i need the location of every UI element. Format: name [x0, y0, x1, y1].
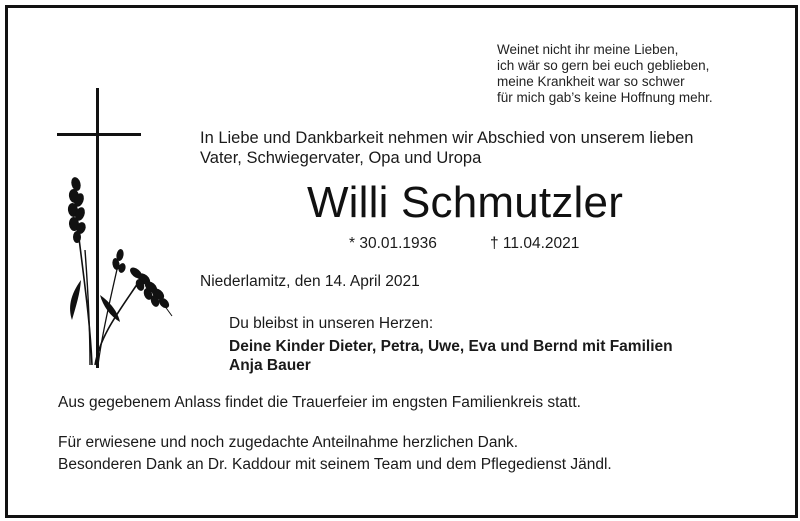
birth-date: * 30.01.1936: [349, 235, 437, 252]
deceased-name: Willi Schmutzler: [306, 178, 624, 227]
poem-line: Weinet nicht ihr meine Lieben,: [497, 42, 679, 57]
intro-line: In Liebe und Dankbarkeit nehmen wir Abschied von unserem lieben: [200, 129, 694, 147]
thanks-line: Für erwiesene und noch zugedachte Anteilnahme herzlichen Dank.: [58, 434, 519, 451]
heart-line: Du bleibst in unseren Herzen:: [229, 315, 434, 332]
cross-with-wheat-icon: [40, 80, 180, 370]
intro-text: [200, 128, 693, 168]
thanks-line: Besonderen Dank an Dr. Kaddour mit seinem Team und dem Pflegedienst Jändl.: [58, 456, 612, 473]
poem-line: meine Krankheit war so schwer: [497, 74, 685, 89]
mourners-line: Deine Kinder Dieter, Petra, Uwe, Eva und Bernd mit Familien: [229, 338, 673, 355]
intro-line: Vater, Schwiegervater, Opa und Uropa: [200, 149, 482, 167]
death-date: † 11.04.2021: [490, 235, 580, 252]
thanks-text: [58, 432, 612, 476]
place-and-date: Niederlamitz, den 14. April 2021: [200, 273, 420, 290]
poem: [497, 42, 713, 106]
mourners-line: Anja Bauer: [229, 357, 311, 374]
poem-line: ich wär so gern bei euch geblieben,: [497, 58, 710, 73]
poem-line: für mich gab’s keine Hoffnung mehr.: [497, 90, 713, 105]
funeral-note: Aus gegebenem Anlass findet die Trauerfeier im engsten Familienkreis statt.: [58, 394, 581, 411]
mourners: [229, 337, 673, 375]
